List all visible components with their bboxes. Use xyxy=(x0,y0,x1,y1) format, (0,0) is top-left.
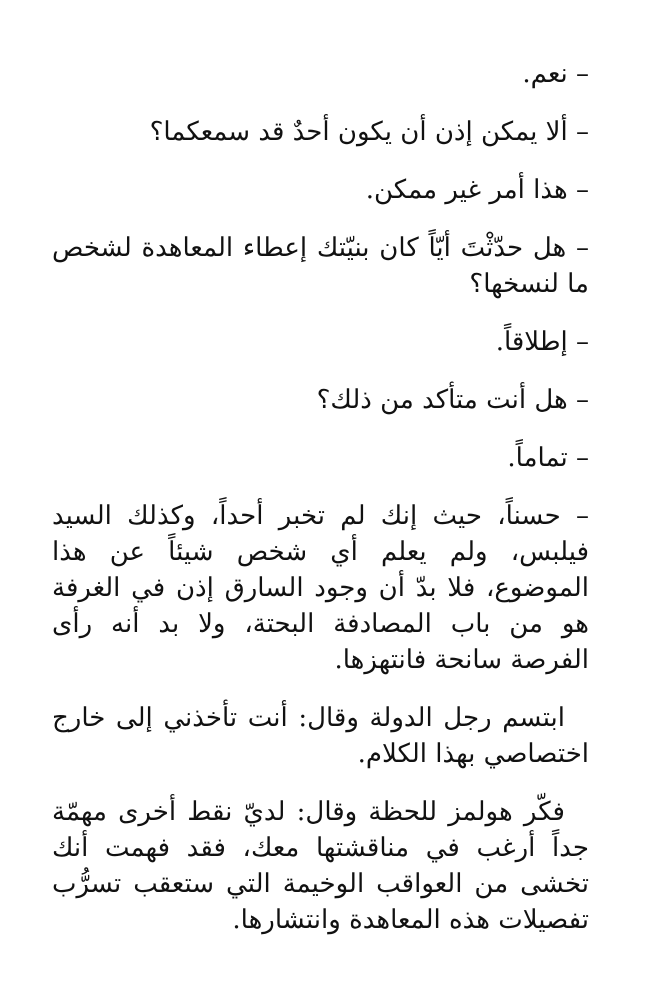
dialogue-line-yes: – نعم. xyxy=(522,59,589,89)
dialogue-line-overheard-question: – ألا يمكن إذن أن يكون أحدٌ قد سمعكما؟ xyxy=(149,117,589,147)
dialogue-line-thief-chance: – حسناً، حيث إنك لم تخبر أحداً، وكذلك السيد فيلبس، ولم يعلم أي شخص شيئاً عن هذا الموضوع، فلا بدّ أن وجود السارق إذن في الغرفة هو من باب المصادفة البحتة، ولا بد أنه رأى الفرصة سانحة فانتهزها. xyxy=(52,501,589,675)
dialogue-line-never: – إطلاقاً. xyxy=(495,327,589,357)
dialogue-line-sure-question: – هل أنت متأكد من ذلك؟ xyxy=(316,385,589,415)
dialogue-line-certainly: – تماماً. xyxy=(507,443,589,473)
narration-holmes-thought: فكّر هولمز للحظة وقال: لديّ نقط أخرى مهمّة جداً أرغب في مناقشتها معك، فقد فهمت أنك تخشى من العواقب الوخيمة التي ستعقب تسرُّب تفصيلات هذه المعاهدة وانتشارها. xyxy=(52,797,589,935)
dialogue-line-impossible: – هذا أمر غير ممكن. xyxy=(365,175,589,205)
dialogue-line-copy-question: – هل حدّثْتَ أيّاً كان بنيّتك إعطاء المعاهدة لشخص ما لنسخها؟ xyxy=(52,233,589,299)
narration-statesman-smiled: ابتسم رجل الدولة وقال: أنت تأخذني إلى خارج اختصاصي بهذا الكلام. xyxy=(52,703,589,769)
page-text xyxy=(52,56,589,960)
